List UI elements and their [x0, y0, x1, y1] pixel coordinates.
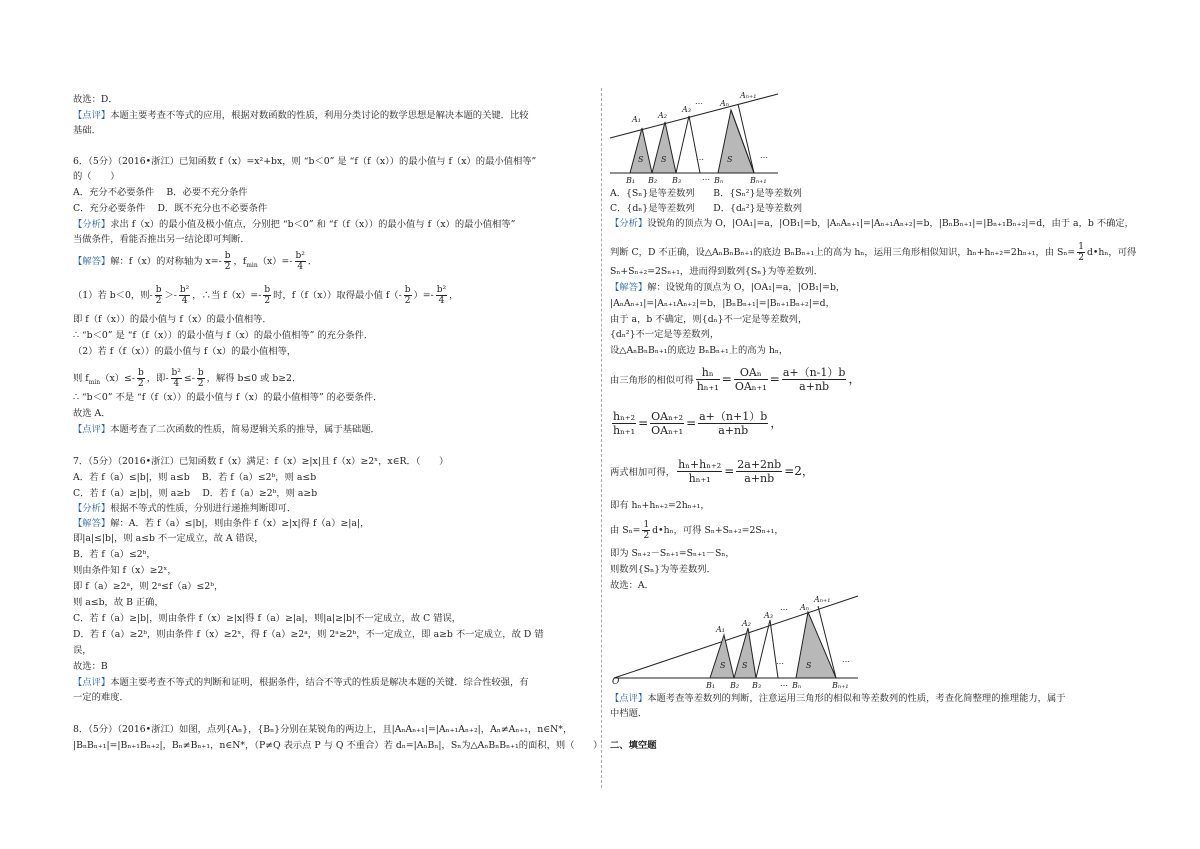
label-a1: A₁: [716, 625, 725, 634]
fraction: [197, 368, 205, 389]
triangle-2: [734, 628, 756, 678]
text-line: 故选：A．: [610, 580, 654, 591]
text-line: 则数列{Sₙ}为等差数列．: [610, 564, 716, 575]
section-heading: 二、填空题: [610, 740, 657, 751]
fraction-den: 2: [138, 379, 144, 389]
eq: =: [724, 464, 735, 478]
subscript: min: [246, 261, 258, 269]
text-line: （2）若 f（f（x））的最小值与 f（x）的最小值相等，: [73, 346, 297, 357]
triangle-n: [796, 612, 836, 678]
solution-tag: 【解答】: [610, 282, 648, 293]
label-dots: …: [780, 603, 788, 612]
fraction-den: 2: [1078, 253, 1084, 263]
text-span: ，∴当 f（x）=: [192, 290, 259, 301]
text-span: ＞: [164, 290, 174, 301]
fraction: [677, 458, 722, 485]
label-a2: A₂: [658, 111, 667, 120]
fraction: [137, 368, 145, 389]
option-line: A．若 f（a）≤|b|，则 a≤b B．若 f（a）≤2ᵇ，则 a≤b: [73, 472, 317, 483]
triangle-2: [652, 122, 676, 173]
label-b3: B₃: [672, 176, 682, 184]
equation-2: [610, 410, 782, 437]
solution-line: [73, 368, 301, 389]
solution-line: [73, 251, 317, 272]
text-span: （x）≤: [100, 373, 132, 384]
text-span: 则 f: [73, 373, 89, 384]
fraction-den: 4: [173, 379, 180, 389]
label-a3: A₃: [682, 105, 691, 114]
fraction: [782, 366, 847, 393]
fraction-den: hₙ₊₁: [688, 472, 711, 485]
fraction-num: 1: [1078, 242, 1084, 252]
fraction: [734, 366, 768, 393]
fraction-den: 4: [297, 262, 304, 272]
comment-tag: 【点评】: [73, 677, 111, 688]
analysis-text: 求出 f（x）的最小值及极小值点，分别把 “b＜0” 和 “f（f（x））的最小值与 f（x）的最小值相等”: [110, 219, 516, 230]
comment-text: 本题考查了二次函数的性质，简易逻辑关系的推导，属于基础题．: [110, 424, 380, 435]
text-span: ，: [449, 290, 459, 301]
fraction-num: a+（n-1）b: [782, 366, 846, 379]
fraction: [650, 410, 684, 437]
fraction-num: b²: [171, 368, 181, 378]
label-dots: …: [760, 151, 768, 160]
fraction-num: a+（n+1）b: [699, 410, 768, 423]
label-o: O: [612, 677, 620, 687]
text-line: 设△AₙBₙBₙ₊₁的底边 BₙBₙ₊₁上的高为 hₙ，: [610, 345, 789, 356]
analysis-line: [73, 503, 296, 515]
eq: =: [721, 372, 732, 386]
comment-line: [73, 424, 380, 436]
text-line: Sₙ+Sₙ₊₂=2Sₙ₊₁，进而得到数列{Sₙ}为等差数列．: [610, 266, 824, 277]
minus-sign: -: [258, 290, 262, 301]
triangle-1: [710, 635, 734, 678]
fraction: [642, 520, 650, 541]
fraction-den: 2: [224, 262, 231, 272]
fraction-num: hₙ+hₙ₊₂: [678, 458, 722, 471]
label-s: S: [727, 155, 733, 164]
text-line: ∴ “b＜0” 是 “f（f（x））的最小值与 f（x）的最小值相等” 的充分条件．: [73, 330, 374, 341]
fraction-den: a+nb: [744, 472, 775, 485]
comment-text: 本题主要考查不等式的应用，根据对数函数的性质，利用分类讨论的数学思想是解决本题的关键．比较: [110, 110, 529, 121]
label-b1: B₁: [626, 176, 636, 184]
text-span: 由 Sₙ=: [610, 525, 641, 536]
comment-text: 本题主要考查不等式的判断和证明，根据条件，结合不等式的性质是解决本题的关键．综合性较强，有: [110, 677, 529, 688]
column-divider: [601, 88, 602, 788]
label-s: S: [742, 661, 748, 670]
minus-sign: -: [191, 373, 195, 384]
fraction-den: OAₙ₊₁: [651, 424, 684, 437]
text-span: ，: [770, 416, 783, 430]
text-span: （x）=: [257, 256, 290, 267]
fraction-den: hₙ₊₁: [696, 380, 719, 393]
text-span: d•hₙ，可得: [1086, 247, 1137, 258]
text-span: =2，: [784, 464, 814, 478]
label-an1: Aₙ₊₁: [814, 595, 831, 604]
text-line: 中档题．: [610, 708, 648, 719]
fraction: [736, 458, 782, 485]
text-line: 即有 hₙ+hₙ₊₂=2hₙ₊₁，: [610, 500, 710, 511]
fraction-num: b²: [295, 251, 305, 261]
minus-sign: -: [149, 290, 153, 301]
fraction-den: a+nb: [718, 424, 749, 437]
text-line: 的（ ）: [73, 171, 120, 182]
fraction-den: 4: [438, 296, 445, 306]
text-span: 解：f（x）的对称轴为 x=: [110, 256, 219, 267]
solution-line: [610, 282, 845, 294]
option-line: A．充分不必要条件 B．必要不充分条件: [73, 187, 248, 198]
question-8-stem: 8．（5分）（2016•浙江）如图，点列{Aₙ}，{Bₙ}分别在某锐角的两边上，且|AₙAₙ₊₁|=|Aₙ₊₁Aₙ₊₂|，Aₙ≠Aₙ₊₁，n∈N*，: [73, 724, 573, 735]
fraction-den: OAₙ₊₁: [734, 380, 767, 393]
minus-sign: -: [289, 256, 293, 267]
solution-tag: 【解答】: [73, 256, 111, 267]
text-line: 故选 A．: [73, 408, 111, 419]
fraction: [612, 410, 636, 437]
fraction-num: hₙ₊₂: [613, 410, 636, 423]
label-a2: A₂: [742, 619, 751, 628]
minus-sign: -: [218, 256, 222, 267]
text-line: 故选：B: [73, 661, 108, 672]
comment-tag: 【点评】: [73, 110, 111, 121]
triangle-3: [676, 116, 700, 173]
text-line: C．若 f（a）≥|b|，则由条件 f（x）≥|x|得 f（a）≥|a|，则|a|≥|b|不一定成立，故 C 错误，: [73, 613, 462, 624]
text-span: ≤: [183, 373, 192, 384]
option-line: C．若 f（a）≥|b|，则 a≥b D．若 f（a）≥2ᵇ，则 a≥b: [73, 488, 318, 499]
text-span: d•hₙ，可得 Sₙ+Sₙ₊₂=2Sₙ₊₁，: [652, 525, 784, 536]
text-line: ∴ “b＜0” 不是 “f（f（x））的最小值与 f（x）的最小值相等” 的必要条件．: [73, 392, 383, 403]
fraction-num: b: [137, 368, 144, 378]
fraction: [436, 285, 447, 306]
fraction: [295, 251, 306, 272]
solution-text: 解：设锐角的顶点为 O，|OA₁|=a，|OB₁|=b，: [647, 282, 846, 293]
subscript: min: [88, 378, 101, 386]
label-s: S: [661, 155, 667, 164]
option-line: C．{dₙ}是等差数列 D．{dₙ²}是等差数列: [610, 203, 803, 214]
text-span: ，f: [233, 256, 247, 267]
fraction-den: 2: [197, 379, 204, 389]
comment-tag: 【点评】: [610, 693, 648, 704]
figure-triangles-top: [610, 88, 780, 184]
analysis-text: 根据不等式的性质，分别进行递推判断即可．: [110, 503, 297, 514]
minus-sign: -: [430, 290, 434, 301]
label-s: S: [638, 155, 644, 164]
triangle-n: [718, 110, 754, 173]
fraction-den: a+nb: [799, 380, 830, 393]
label-dots: …: [842, 655, 850, 664]
fraction-num: OAₙ₊₂: [651, 410, 684, 423]
text-line: [610, 520, 784, 541]
analysis-tag: 【分析】: [73, 503, 111, 514]
solution-text: 解：A．若 f（a）≤|b|，则由条件 f（x）≥|x|得 f（a）≥|a|，: [110, 518, 370, 529]
solution-line: [73, 518, 369, 530]
fraction-num: b²: [179, 285, 190, 295]
minus-sign: -: [165, 373, 169, 384]
text-line: B．若 f（a）≤2ᵇ，: [73, 549, 156, 560]
fraction: [1077, 242, 1085, 263]
text-span: ，即: [146, 373, 166, 384]
fraction-num: 1: [643, 520, 650, 530]
solution-line: [73, 285, 458, 306]
text-line: 则由条件知 f（x）≥2ˣ，: [73, 565, 177, 576]
comment-line: [73, 677, 529, 689]
fraction-num: b: [197, 368, 204, 378]
text-line: 即|a|≤|b|，则 a≤b 不一定成立，故 A 错误，: [73, 533, 264, 544]
fraction: [179, 285, 190, 306]
label-s: S: [806, 661, 812, 670]
question-7-stem: 7．（5分）（2016•浙江）已知函数 f（x）满足：f（x）≥|x|且 f（x）≥2ˣ，x∈R．（ ）: [73, 456, 449, 467]
text-span: 时，f（f（x））取得最小值 f（: [273, 290, 399, 301]
text-line: 即 f（f（x））的最小值与 f（x）的最小值相等．: [73, 314, 272, 325]
analysis-line: [610, 218, 1134, 230]
equation-3: [610, 458, 814, 485]
text-span: ．: [307, 256, 318, 267]
text-span: 两式相加可得，: [610, 467, 676, 478]
fraction-num: 2a+2nb: [737, 458, 782, 471]
text-span: 由三角形的相似可得: [610, 375, 694, 386]
text-line: 即 f（a）≥2ᵃ，则 2ᵃ≤f（a）≤2ᵇ，: [73, 581, 224, 592]
fraction-den: 2: [643, 531, 650, 541]
fraction-num: hₙ: [696, 366, 720, 380]
text-line: |BₙBₙ₊₁|=|Bₙ₊₁Bₙ₊₂|，Bₙ≠Bₙ₊₁，n∈N*，（P≠Q 表示点 P 与 Q 不重合）若 dₙ=|AₙBₙ|，Sₙ为△AₙBₙBₙ₊₁的面积，则（ ）: [73, 740, 603, 751]
label-dots: …: [780, 679, 788, 688]
label-dots: …: [776, 657, 784, 666]
text-line: {dₙ²}不一定是等差数列，: [610, 329, 720, 340]
fraction-num: b²: [436, 285, 447, 295]
comment-text: 本题考查等差数列的判断，注意运用三角形的相似和等差数列的性质，考查化简整理的推理能力，属于: [647, 693, 1066, 704]
label-dots: …: [695, 97, 703, 106]
label-bn: Bₙ: [792, 681, 802, 690]
text-span: 判断 C，D 不正确，设△AₙBₙBₙ₊₁的底边 BₙBₙ₊₁上的高为 hₙ，运用三角形相似知识，hₙ+hₙ₊₂=2hₙ₊₁，由 Sₙ=: [610, 247, 1076, 258]
eq: =: [638, 416, 649, 430]
label-b2: B₂: [648, 176, 658, 184]
triangle-1: [630, 128, 652, 173]
eq: =: [769, 372, 780, 386]
fraction: [696, 366, 720, 393]
text-span: （1）若 b＜0，则: [73, 290, 150, 301]
option-line: A．{Sₙ}是等差数列 B．{Sₙ²}是等差数列: [610, 188, 802, 199]
text-line: 则 a≤b，故 B 正确，: [73, 597, 164, 608]
eq: =: [686, 416, 697, 430]
label-b3: B₃: [752, 681, 762, 690]
fraction-den: hₙ₊₁: [613, 424, 636, 437]
question-6-stem: 6．（5分）（2016•浙江）已知函数 f（x）=x²+bx，则 “b＜0” 是 “f（f（x））的最小值与 f（x）的最小值相等”: [73, 156, 537, 167]
label-bn1: Bₙ₊₁: [750, 176, 767, 184]
comment-tag: 【点评】: [73, 424, 111, 435]
text-line: 一定的难度．: [73, 692, 129, 703]
minus-sign: -: [131, 373, 135, 384]
fraction-num: b: [155, 285, 162, 295]
text-line: [73, 110, 529, 122]
fraction-den: 2: [155, 296, 162, 306]
equation-1: [610, 366, 860, 393]
fraction-num: b: [264, 285, 271, 295]
text-line: 误，: [73, 645, 92, 656]
analysis-line: [610, 242, 1136, 263]
analysis-tag: 【分析】: [73, 219, 111, 230]
minus-sign: -: [173, 290, 177, 301]
analysis-line: [73, 219, 515, 231]
fraction-den: 4: [181, 296, 188, 306]
fraction: [171, 368, 182, 389]
label-an: Aₙ: [720, 99, 730, 108]
solution-tag: 【解答】: [73, 518, 111, 529]
text-span: ）=: [413, 290, 431, 301]
label-a1: A₁: [632, 115, 641, 124]
text-line: 当做条件，看能否推出另一结论即可判断．: [73, 234, 250, 245]
text-span: ，: [848, 372, 861, 386]
label-an1: Aₙ₊₁: [740, 91, 757, 100]
fraction: [263, 285, 271, 306]
analysis-text: 设锐角的顶点为 O，|OA₁|=a，|OB₁|=b，|AₙAₙ₊₁|=|Aₙ₊₁Aₙ₊₂|=b，|BₙBₙ₊₁|=|Bₙ₊₁Bₙ₊₂|=d，由于 a，b 不确定，: [647, 218, 1134, 229]
fraction-num: OAₙ: [734, 366, 768, 380]
label-a3: A₃: [764, 611, 773, 620]
fraction: [404, 285, 412, 306]
comment-line: [610, 693, 1066, 705]
text-line: 由于 a，b 不确定，则{dₙ}不一定是等差数列，: [610, 314, 808, 325]
label-bn1: Bₙ₊₁: [832, 681, 849, 690]
label-b2: B₂: [730, 681, 740, 690]
fraction: [698, 410, 768, 437]
label-dots: …: [702, 173, 710, 182]
label-b1: B₁: [706, 681, 716, 690]
text-line: 即为 Sₙ₊₂－Sₙ₊₁=Sₙ₊₁－Sₙ，: [610, 548, 735, 559]
fraction-num: b: [404, 285, 411, 295]
text-line: 基础．: [73, 125, 101, 136]
label-an: Aₙ: [800, 603, 810, 612]
text-span: ，解得 b≤0 或 b≥2．: [206, 373, 302, 384]
text-line: 故选：D．: [73, 94, 118, 105]
fraction-num: b: [224, 251, 231, 261]
label-bn: Bₙ: [714, 176, 724, 184]
figure-triangles-bottom: [610, 592, 860, 690]
fraction-den: 2: [404, 296, 411, 306]
option-line: C．充分必要条件 D．既不充分也不必要条件: [73, 203, 268, 214]
fraction: [155, 285, 163, 306]
fraction-den: 2: [264, 296, 271, 306]
label-s: S: [720, 661, 726, 670]
label-dots: …: [696, 153, 704, 162]
minus-sign: -: [398, 290, 402, 301]
analysis-tag: 【分析】: [610, 218, 648, 229]
text-line: D．若 f（a）≥2ᵇ，则由条件 f（x）≥2ˣ，得 f（a）≥2ᵃ，则 2ᵃ≥2ᵇ，不一定成立，即 a≥b 不一定成立，故 D 错: [73, 629, 544, 640]
fraction: [224, 251, 232, 272]
text-line: |AₙAₙ₊₁|=|Aₙ₊₁Aₙ₊₂|=b，|BₙBₙ₊₁|=|Bₙ₊₁Bₙ₊₂|=d，: [610, 298, 835, 309]
